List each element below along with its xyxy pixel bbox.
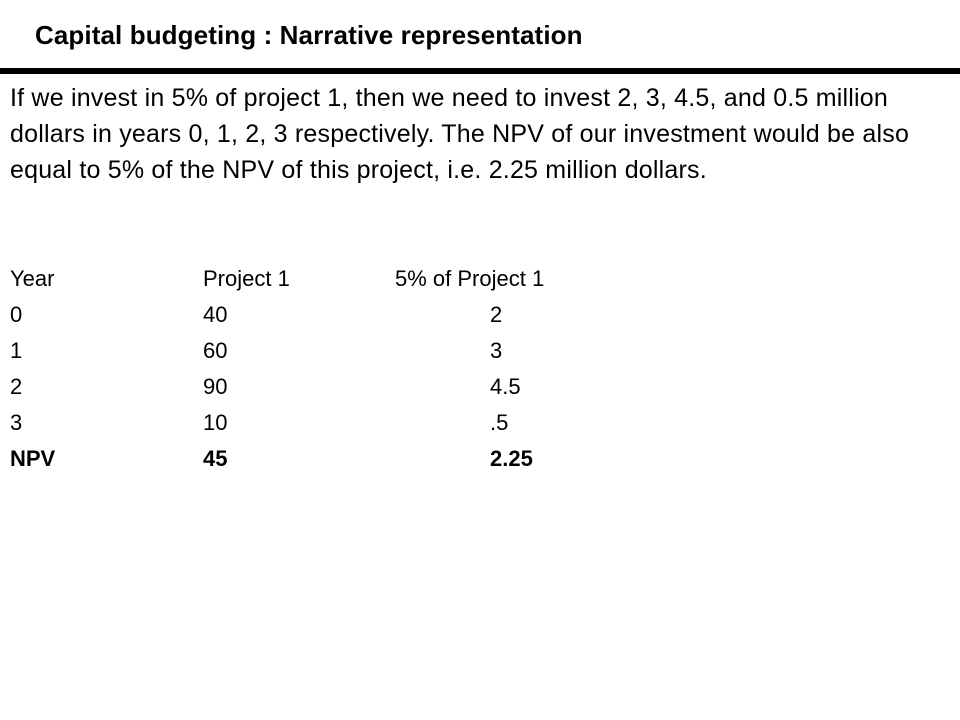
- npv-label: NPV: [10, 446, 56, 471]
- table-row: [10, 374, 695, 410]
- cell-year: 3: [10, 410, 23, 435]
- cell-5pct-project-1: 4.5: [490, 374, 521, 399]
- cell-project-1: 60: [203, 338, 228, 363]
- cell-5pct-project-1: .5: [490, 410, 509, 435]
- cell-year: 0: [10, 302, 23, 327]
- cell-5pct-project-1: 2: [490, 302, 503, 327]
- header-year: Year: [10, 266, 55, 291]
- cell-project-1: 10: [203, 410, 228, 435]
- title-divider: [0, 68, 960, 74]
- table-header-row: [10, 266, 695, 302]
- header-5pct-project-1: 5% of Project 1: [395, 266, 545, 291]
- table-row: [10, 302, 695, 338]
- npv-project-1: 45: [203, 446, 228, 471]
- body-paragraph: If we invest in 5% of project 1, then we need to invest 2, 3, 4.5, and 0.5 million dollars in years 0, 1, 2, 3 respectively. The NPV of our investment would be also equal to 5% of the NPV of this project, i.e. 2.25 million dollars.: [10, 84, 910, 184]
- cell-year: 1: [10, 338, 23, 363]
- table-row: [10, 410, 695, 446]
- slide-title: Capital budgeting : Narrative representation: [35, 20, 583, 50]
- cell-5pct-project-1: 3: [490, 338, 503, 363]
- cell-project-1: 40: [203, 302, 228, 327]
- cell-year: 2: [10, 374, 23, 399]
- cell-project-1: 90: [203, 374, 228, 399]
- cash-flow-table: [10, 266, 695, 482]
- npv-5pct-project-1: 2.25: [490, 446, 533, 471]
- npv-row: [10, 446, 695, 482]
- table-row: [10, 338, 695, 374]
- header-project-1: Project 1: [203, 266, 290, 291]
